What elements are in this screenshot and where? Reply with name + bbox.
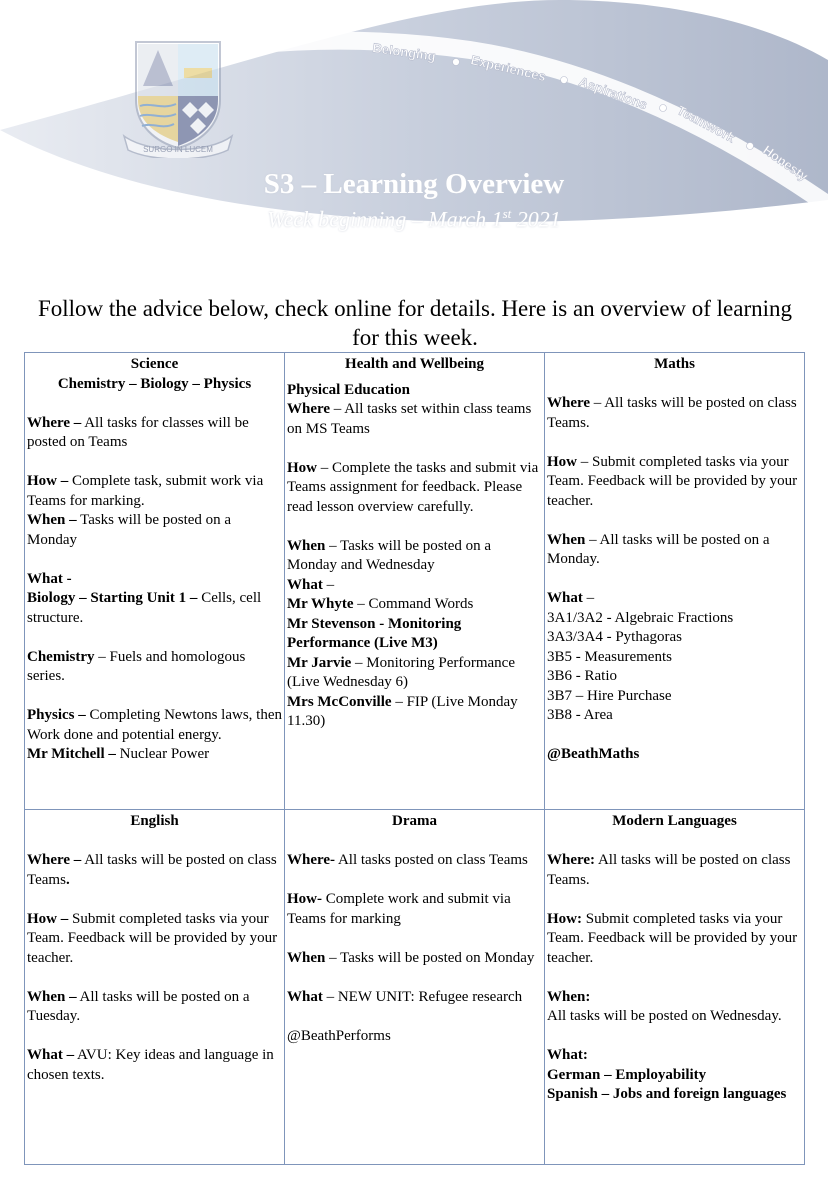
science-subheading: Chemistry – Biology – Physics: [57, 375, 252, 392]
maths-cell: [545, 353, 804, 810]
drama-when: When – Tasks will be posted on Monday: [287, 949, 535, 966]
languages-spanish: Spanish – Jobs and foreign languages: [547, 1086, 787, 1102]
science-mitchell: Mr Mitchell – Nuclear Power: [27, 746, 210, 762]
english-how: How – Submit completed tasks via your Team. Feedback will be provided by your teacher.: [27, 910, 278, 966]
science-physics: Physics – Completing Newtons laws, then Work done and potential energy.: [27, 707, 282, 743]
science-chemistry: Chemistry – Fuels and homologous series.: [27, 648, 246, 684]
maths-topic: 3A3/3A4 - Pythagoras: [547, 629, 682, 645]
health-where: Where – All tasks set within class teams on MS Teams: [287, 401, 532, 437]
science-heading: Science: [130, 356, 179, 372]
health-mcconville: Mrs McConville – FIP (Live Monday 11.30): [287, 693, 518, 729]
languages-where: Where: All tasks will be posted on class Teams.: [547, 852, 791, 888]
maths-heading: Maths: [654, 356, 695, 372]
page-subtitle: Week beginning – March 1st 2021: [267, 206, 561, 232]
health-what: What –: [287, 576, 335, 593]
maths-topic: 3A1/3A2 - Algebraic Fractions: [547, 609, 734, 626]
english-what: What – AVU: Key ideas and language in chosen texts.: [27, 1047, 274, 1083]
science-when: When – Tasks will be posted on a Monday: [27, 512, 232, 548]
health-how: How – Complete the tasks and submit via Teams assignment for feedback. Please read lesson overview carefully.: [287, 459, 539, 515]
crest-motto: SURGO IN LUCEM: [143, 145, 213, 154]
value-teamwork: Teamwork: [674, 102, 738, 146]
health-heading: Health and Wellbeing: [345, 356, 484, 372]
maths-when: When – All tasks will be posted on a Monday.: [547, 531, 770, 567]
drama-how: How- Complete work and submit via Teams for marking: [287, 891, 511, 927]
maths-handle: @BeathMaths: [547, 746, 640, 762]
maths-topic: 3B5 - Measurements: [547, 648, 672, 665]
value-honesty: Honesty: [760, 142, 811, 184]
english-cell: [25, 810, 285, 1164]
drama-heading: Drama: [392, 813, 437, 829]
page-title: S3 – Learning Overview: [263, 168, 565, 200]
health-subheading: Physical Education: [287, 381, 410, 398]
maths-topic: 3B8 - Area: [547, 707, 613, 723]
health-jarvie: Mr Jarvie – Monitoring Performance (Live Wednesday 6): [287, 654, 515, 690]
maths-topic: 3B6 - Ratio: [547, 668, 617, 684]
maths-where: Where – All tasks will be posted on class Teams.: [547, 395, 797, 431]
value-aspirations: Aspirations: [576, 73, 650, 113]
header-banner: [0, 0, 828, 260]
drama-cell: [285, 810, 545, 1164]
science-what-label: What -: [27, 570, 72, 587]
drama-where: Where- All tasks posted on class Teams: [287, 852, 528, 868]
science-biology: Biology – Starting Unit 1 – Cells, cell structure.: [27, 590, 262, 626]
health-when: When – Tasks will be posted on a Monday and Wednesday: [287, 537, 492, 573]
science-cell: [25, 353, 285, 810]
health-whyte: Mr Whyte – Command Words: [287, 596, 474, 612]
languages-when-label: When:: [547, 988, 591, 1005]
maths-topic: 3B7 – Hire Purchase: [547, 687, 672, 704]
health-cell: [285, 353, 545, 810]
drama-what: What – NEW UNIT: Refugee research: [287, 988, 523, 1005]
school-crest-logo: [118, 38, 238, 158]
value-belonging: Belonging: [371, 40, 437, 64]
value-experiences: Experiences: [469, 52, 548, 85]
english-heading: English: [130, 813, 179, 829]
subjects-table: [24, 352, 805, 1165]
science-where: Where – All tasks for classes will be posted on Teams: [27, 414, 249, 450]
maths-how: How – Submit completed tasks via your Team. Feedback will be provided by your teacher.: [547, 453, 798, 509]
maths-what: What –: [547, 590, 595, 606]
science-how: How – Complete task, submit work via Teams for marking.: [27, 473, 264, 509]
english-when: When – All tasks will be posted on a Tuesday.: [27, 988, 250, 1024]
languages-when: All tasks will be posted on Wednesday.: [547, 1008, 782, 1024]
health-stevenson: Mr Stevenson - Monitoring Performance (Live M3): [287, 615, 462, 651]
languages-how: How: Submit completed tasks via your Team. Feedback will be provided by your teacher.: [547, 910, 798, 966]
languages-heading: Modern Languages: [612, 813, 737, 829]
languages-german: German – Employability: [547, 1066, 707, 1083]
languages-what-label: What:: [547, 1047, 588, 1063]
languages-cell: [545, 810, 804, 1164]
intro-text: Follow the advice below, check online for details. Here is an overview of learning for this week.: [37, 296, 793, 350]
drama-handle: @BeathPerforms: [287, 1027, 391, 1044]
english-where: Where – All tasks will be posted on class Teams.: [27, 852, 277, 888]
